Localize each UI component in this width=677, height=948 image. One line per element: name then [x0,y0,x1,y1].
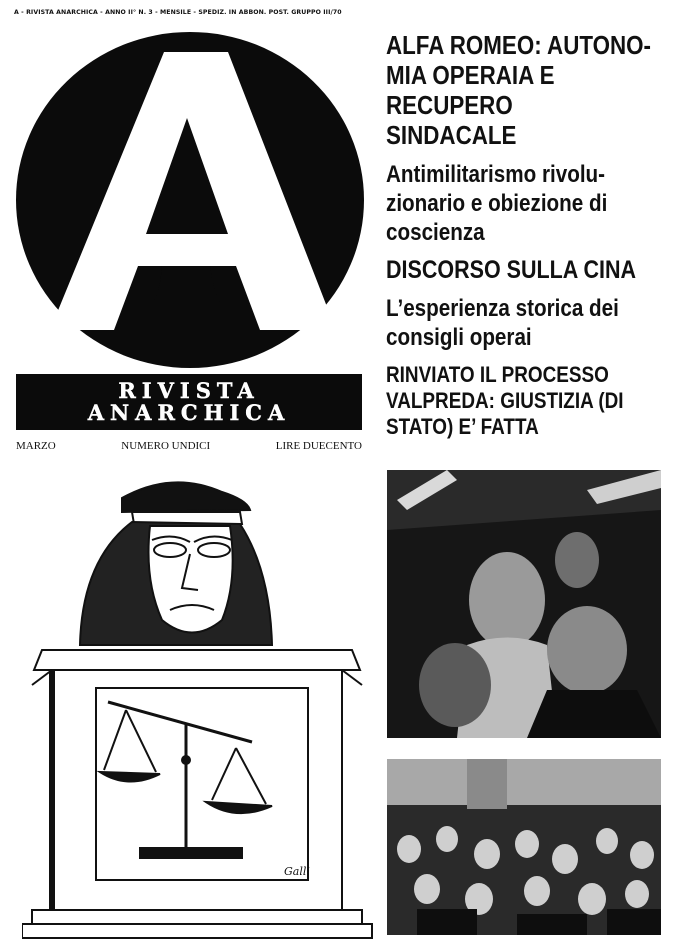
magazine-name-banner [16,374,362,430]
issue-price: LIRE DUECENTO [275,440,362,452]
cartoon-signature: Galli [284,865,310,878]
headline-valpreda[interactable]: RINVIATO IL PROCESSO VALPREDA: GIUSTIZIA (DI STATO) E’ FATTA [386,362,624,439]
photo-crowd-protest [387,759,661,935]
cover-headlines [386,30,672,440]
issue-info-row [16,440,362,452]
headline-antimilitarismo[interactable]: Antimilitarismo rivolu- zionario e obiezione di coscienza [386,161,608,246]
masthead-line: A - RIVISTA ANARCHICA - ANNO II° N. 3 - MENSILE - SPEDIZ. IN ABBON. POST. GRUPPO III/70 [14,9,342,16]
headline-cina[interactable]: DISCORSO SULLA CINA [386,256,637,284]
headline-consigli-operai[interactable]: L’esperienza storica dei consigli operai [386,295,619,351]
anarchist-a-logo [14,30,366,370]
headline-alfa-romeo[interactable]: ALFA ROMEO: AUTONO- MIA OPERAIA E RECUPERO SINDACALE [386,30,652,150]
issue-number: NUMERO UNDICI [121,440,211,452]
photo-valpreda-group [387,470,661,738]
banner-line-2: ANARCHICA [87,400,291,425]
judge-cartoon-illustration [22,470,382,940]
issue-month: MARZO [16,440,56,452]
banner-line-1: RIVISTA [118,378,260,403]
